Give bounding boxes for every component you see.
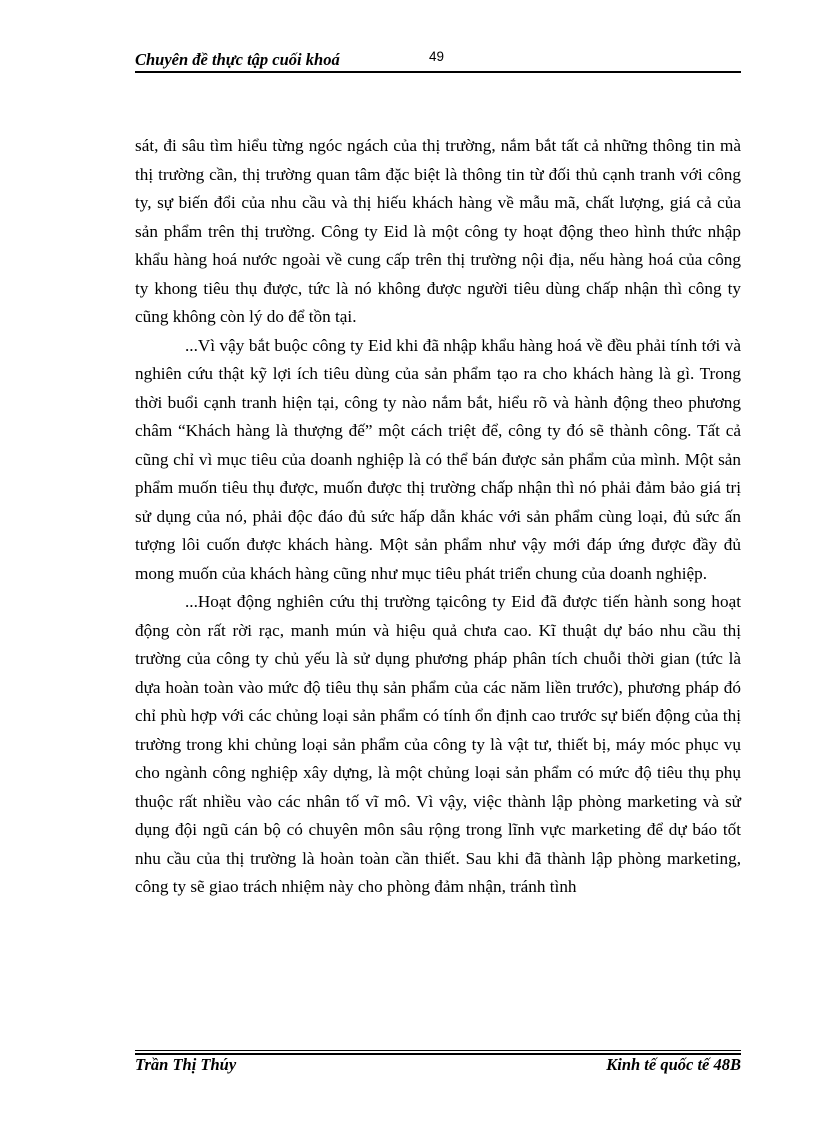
footer-divider-thin [135,1050,741,1051]
paragraph-3: ...Hoạt động nghiên cứu thị trường tạicông ty Eid đã được tiến hành song hoạt động còn rất rời rạc, manh mún và hiệu quả chưa cao. Kĩ thuật dự báo nhu cầu thị trường của công ty chủ yếu là sử dụng phương pháp phân tích chuỗi thời gian (tức là dựa hoàn toàn vào mức độ tiêu thụ sản phẩm của các năm liền trước), phương pháp đó chỉ phù hợp với các chủng loại sản phẩm có tính ổn định cao trước sự biến động của thị trường trong khi chủng loại sản phẩm của công ty là vật tư, thiết bị, máy móc phục vụ cho ngành công nghiệp xây dựng, là một chủng loại sản phẩm có mức độ tiêu thụ phụ thuộc rất nhiều vào các nhân tố vĩ mô. Vì vậy, việc thành lập phòng marketing và sử dụng đội ngũ cán bộ có chuyên môn sâu rộng trong lĩnh vực marketing để dự báo tốt nhu cầu của thị trường là hoàn toàn cần thiết. Sau khi đã thành lập phòng marketing, công ty sẽ giao trách nhiệm này cho phòng đảm nhận, tránh tình [135,592,741,896]
header-divider [135,71,741,73]
footer-class: Kinh tế quốc tế 48B [606,1055,741,1074]
paragraph-1: sát, đi sâu tìm hiểu từng ngóc ngách của thị trường, nắm bắt tất cả những thông tin mà thị trường cần, thị trường quan tâm đặc biệt là thông tin từ đối thủ cạnh tranh với công ty, sự biến đổi của nhu cầu và thị hiếu khách hàng về mẫu mã, chất lượng, giá cả của sản phẩm trên thị trường. Công ty Eid là một công ty hoạt động theo hình thức nhập khẩu hàng hoá nước ngoài về cung cấp trên thị trường nội địa, nếu hàng hoá của công ty khong tiêu thụ được, tức là nó không được người tiêu dùng chấp nhận thì công ty cũng không còn lý do để tồn tại. [135,136,741,326]
page-footer [135,1055,741,1079]
page-header [135,46,741,72]
paragraph-2: ...Vì vậy bắt buộc công ty Eid khi đã nhập khẩu hàng hoá về đều phải tính tới và nghiên cứu thật kỹ lợi ích tiêu dùng của sản phẩm tạo ra cho khách hàng là gì. Trong thời buổi cạnh tranh hiện tại, công ty nào nắm bắt, hiểu rõ và hành động theo phương châm “Khách hàng là thượng đế” một cách triệt để, công ty đó sẽ thành công. Tất cả cũng chỉ vì mục tiêu của doanh nghiệp là có thể bán được sản phẩm của mình. Một sản phẩm muốn tiêu thụ được, muốn được thị trường chấp nhận thì nó phải đảm bảo giá trị sử dụng của nó, phải độc đáo đủ sức hấp dẫn khác với sản phẩm cùng loại, đủ sức ấn tượng lôi cuốn được khách hàng. Một sản phẩm như vậy mới đáp ứng được đầy đủ mong muốn của khách hàng cũng như mục tiêu phát triển chung của doanh nghiệp. [135,335,741,583]
header-title: Chuyên đề thực tập cuối khoá [135,50,340,69]
page-number: 49 [429,49,445,64]
body-text [135,132,741,902]
footer-author: Trần Thị Thúy [135,1055,237,1074]
